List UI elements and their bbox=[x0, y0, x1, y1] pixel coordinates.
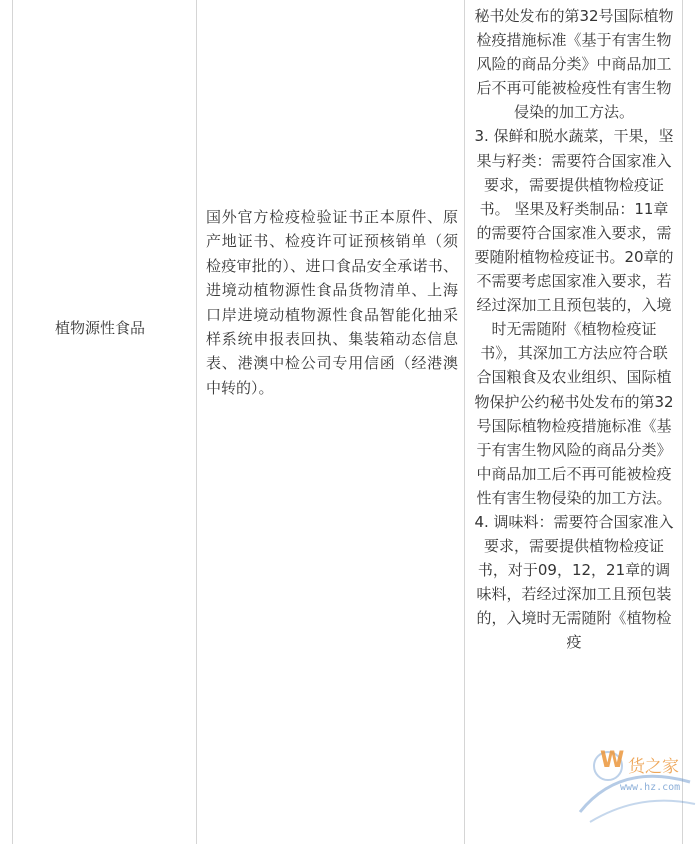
table-border-left bbox=[12, 0, 13, 844]
watermark-name: 货之家 bbox=[628, 757, 679, 777]
requirement-paragraph: 4. 调味料：需要符合国家准入要求，需要提供植物检疫证书，对于09，12，21章的调味料，若经过深加工且预包装的，入境时无需随附《植物检疫 bbox=[474, 512, 674, 652]
requirements-cell bbox=[474, 4, 674, 655]
requirement-paragraph: 秘书处发布的第32号国际植物检疫措施标准《基于有害生物风险的商品分类》中商品加工后不再可能被检疫性有害生物侵染的加工方法。 bbox=[474, 7, 674, 122]
watermark-brand: W bbox=[600, 748, 625, 773]
watermark-url: www.hz.com bbox=[620, 782, 681, 793]
table-border-right bbox=[682, 0, 683, 844]
requirement-paragraph: 3. 保鲜和脱水蔬菜，干果，坚果与籽类：需要符合国家准入要求，需要提供植物检疫证书。 坚果及籽类制品：11章的需要符合国家准入要求，需要随附植物检疫证书。20章的不需要考虑国家准入要求，若经过深加工且预包装的，入境时无需随附《植物检疫证书》，其深加工方法应符合联合国粮食及农业组织、国际植物保护公约秘书处发布的第32号国际植物检疫措施标准《基于有害生物风险的商品分类》中商品加工后不再可能被检疫性有害生物侵染的加工方法。 bbox=[474, 127, 674, 507]
table-column-divider-1 bbox=[196, 0, 197, 844]
category-cell: 植物源性食品 bbox=[54, 319, 145, 337]
table-column-divider-2 bbox=[464, 0, 465, 844]
documents-cell: 国外官方检疫检验证书正本原件、原产地证书、检疫许可证预核销单（须检疫审批的）、进口食品安全承诺书、进境动植物源性食品货物清单、上海口岸进境动植物源性食品智能化抽采样系统申报表回执、集装箱动态信息表、港澳中检公司专用信函（经港澳中转的）。 bbox=[206, 208, 458, 397]
